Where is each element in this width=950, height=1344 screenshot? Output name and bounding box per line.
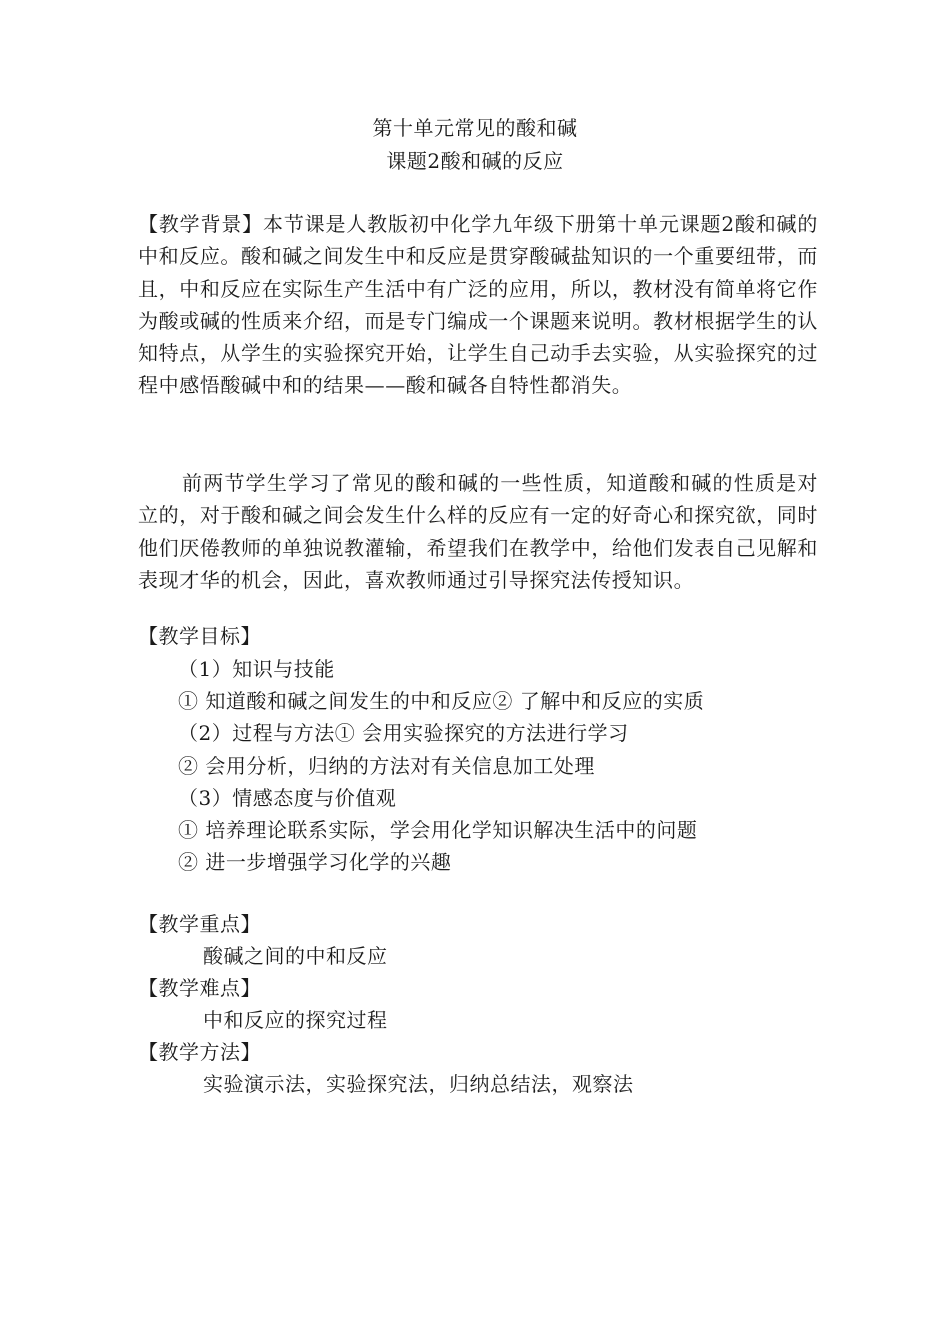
background-section [138,208,818,402]
difficulty-text: 中和反应的探究过程 [203,1008,388,1032]
method-heading: 【教学方法】 [138,1040,261,1064]
method-text: 实验演示法，实验探究法，归纳总结法，观察法 [203,1072,634,1096]
student-analysis-paragraph: 前两节学生学习了常见的酸和碱的一些性质，知道酸和碱的性质是对立的，对于酸和碱之间会发生什么样的反应有一定的好奇心和探究欲，同时他们厌倦教师的单独说教灌输，希望我们在教学中，给他们发表自己见解和表现才华的机会，因此，喜欢教师通过引导探究法传授知识。 [138,471,818,592]
key-point-heading: 【教学重点】 [138,912,261,936]
objective-line-5: （3）情感态度与价值观 [178,786,397,810]
difficulty-heading: 【教学难点】 [138,976,261,1000]
objectives-heading: 【教学目标】 [138,624,261,648]
objective-line-3: （2）过程与方法① 会用实验探究的方法进行学习 [178,721,629,745]
unit-title: 第十单元常见的酸和碱 [372,116,578,140]
key-point-text: 酸碱之间的中和反应 [203,944,388,968]
objective-line-2: ① 知道酸和碱之间发生的中和反应② 了解中和反应的实质 [178,689,705,713]
lesson-title: 课题2酸和碱的反应 [386,149,564,173]
objective-line-7: ② 进一步增强学习化学的兴趣 [178,850,452,874]
objective-line-6: ① 培养理论联系实际，学会用化学知识解决生活中的问题 [178,818,698,842]
background-paragraph: 【教学背景】本节课是人教版初中化学九年级下册第十单元课题2酸和碱的中和反应。酸和碱之间发生中和反应是贯穿酸碱盐知识的一个重要纽带，而且，中和反应在实际生产生活中有广泛的应用，所以，教材没有简单将它作为酸或碱的性质来介绍，而是专门编成一个课题来说明。教材根据学生的认知特点，从学生的实验探究开始，让学生自己动手去实验，从实验探究的过程中感悟酸碱中和的结果——酸和碱各自特性都消失。 [138,212,818,398]
objective-line-4: ② 会用分析，归纳的方法对有关信息加工处理 [178,754,595,778]
objective-line-1: （1）知识与技能 [178,657,335,681]
student-analysis-section [138,467,818,596]
